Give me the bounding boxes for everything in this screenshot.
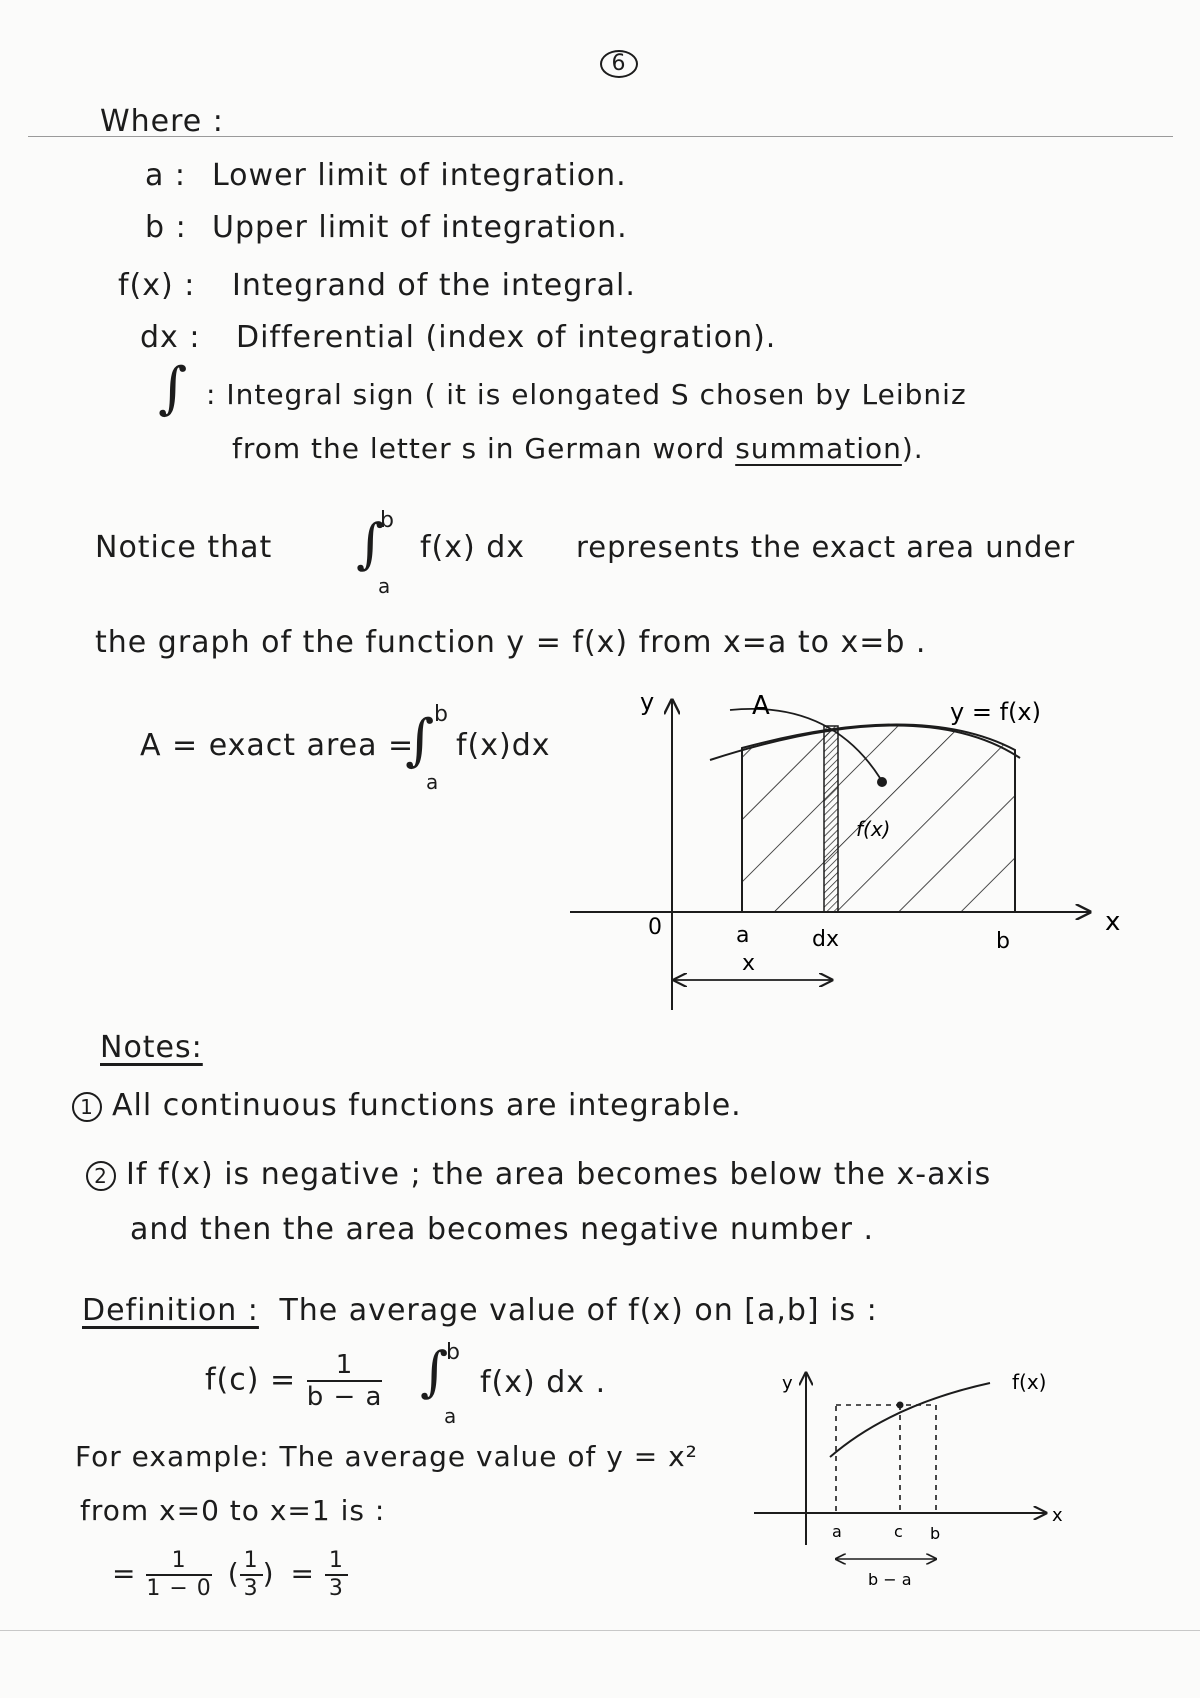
graph2-c-label: c (894, 1522, 903, 1541)
area-under-curve-graph (560, 690, 1140, 1020)
example-line2: from x=0 to x=1 is : (80, 1494, 386, 1527)
integral-sign-line2 (232, 432, 924, 465)
notice-upper-limit: b (380, 508, 395, 533)
graph2-a-label: a (832, 1522, 842, 1541)
example-line1: For example: The average value of y = x² (75, 1440, 698, 1473)
area-integral-glyph: ∫ (405, 708, 436, 773)
note-1-number: 1 (72, 1092, 102, 1122)
avg-lower-limit: a (444, 1404, 458, 1428)
example-frac2 (240, 1550, 263, 1600)
avg-integrand: f(x) dx . (480, 1365, 607, 1400)
definition-a-symbol: a : (145, 158, 187, 193)
graph2-curve (830, 1383, 990, 1457)
graph1-x-axis-label: x (1105, 907, 1121, 937)
notes-heading-text: Notes: (100, 1030, 203, 1065)
graph1-dx-strip (824, 726, 838, 912)
note-2-number: 2 (86, 1161, 116, 1191)
avg-formula-lhs: f(c) = (205, 1362, 297, 1398)
definition-fx-text: Integrand of the integral. (232, 268, 636, 303)
notice-prefix: Notice that (95, 530, 273, 565)
integral-sign-end: ). (901, 432, 924, 465)
definition-dx-text: Differential (index of integration). (236, 320, 777, 355)
graph1-x-distance-label: x (742, 951, 756, 976)
graph2-width-label: b − a (868, 1570, 912, 1589)
graph2-c-point (897, 1402, 904, 1409)
integral-sign-summation: summation (735, 432, 902, 465)
graph2-b-label: b (930, 1524, 941, 1543)
example-frac2-den: 3 (243, 1576, 259, 1601)
area-lower-limit: a (426, 770, 440, 794)
integral-sign-glyph: ∫ (158, 356, 189, 421)
notice-line2: the graph of the function y = f(x) from x=a to x=b . (95, 625, 927, 660)
note-2 (86, 1157, 991, 1192)
graph2-curve-label: f(x) (1012, 1370, 1047, 1394)
avg-formula (205, 1352, 382, 1410)
integral-sign-line1: : Integral sign ( it is elongated S chosen by Leibniz (206, 378, 967, 411)
note-2-text: If f(x) is negative ; the area becomes below the x-axis (126, 1157, 992, 1192)
example-frac1-den: 1 − 0 (146, 1576, 212, 1601)
graph1-curve-label: y = f(x) (950, 698, 1041, 726)
definition-fx-symbol: f(x) : (118, 268, 196, 303)
notice-integral-glyph: ∫ (356, 512, 386, 575)
average-value-graph (750, 1365, 1080, 1605)
avg-upper-limit: b (446, 1340, 461, 1365)
graph1-a-label: a (736, 923, 750, 948)
avg-frac-num: 1 (307, 1352, 383, 1382)
definition-a-text: Lower limit of integration. (212, 158, 627, 193)
note-1-text: All continuous functions are integrable. (112, 1088, 742, 1123)
example-paren-close: ) (262, 1557, 275, 1590)
example-paren-open: ( (227, 1557, 240, 1590)
note-2-line2: and then the area becomes negative number . (130, 1212, 875, 1247)
graph1-origin-label: 0 (648, 915, 662, 940)
area-formula-prefix: A = exact area = (140, 728, 415, 763)
definition-dx-symbol: dx : (140, 320, 201, 355)
example-result (112, 1550, 348, 1600)
definition-b-text: Upper limit of integration. (212, 210, 628, 245)
notice-lower-limit: a (378, 574, 392, 598)
avg-frac-den: b − a (306, 1382, 383, 1412)
definition-b-symbol: b : (145, 210, 187, 245)
note-1 (72, 1088, 742, 1123)
definition-row (82, 1293, 878, 1328)
graph1-area-point (877, 777, 887, 787)
example-frac2-num: 1 (240, 1550, 263, 1576)
example-frac3 (325, 1550, 348, 1600)
where-heading: Where : (100, 104, 224, 139)
example-eq-prefix: = (112, 1557, 137, 1590)
definition-text: The average value of f(x) on [a,b] is : (279, 1293, 878, 1328)
bottom-rule (0, 1630, 1200, 1631)
graph1-A-label: A (752, 691, 770, 721)
notes-heading (100, 1030, 203, 1065)
page-number: 6 (600, 50, 638, 78)
graph1-strip-label: f(x) (856, 817, 891, 841)
notice-suffix: represents the exact area under (576, 530, 1076, 564)
graph2-average-rectangle (836, 1405, 936, 1513)
graph2-y-label: y (782, 1373, 793, 1394)
area-upper-limit: b (434, 702, 449, 727)
graph2-x-axis-label: x (1052, 1505, 1063, 1526)
example-frac1 (146, 1550, 211, 1600)
notice-integrand: f(x) dx (420, 530, 526, 565)
graph1-b-label: b (996, 929, 1010, 954)
avg-formula-fraction (307, 1352, 383, 1410)
example-frac1-num: 1 (146, 1550, 211, 1576)
avg-integral-glyph: ∫ (420, 1340, 450, 1403)
integral-sign-line2-text: from the letter s in German word (232, 432, 726, 465)
definition-label: Definition : (82, 1293, 259, 1328)
example-frac3-den: 3 (328, 1576, 344, 1601)
area-integrand: f(x)dx (456, 728, 551, 763)
graph1-y-label: y (640, 690, 655, 716)
graph1-dx-label: dx (812, 927, 839, 952)
example-frac3-num: 1 (325, 1550, 348, 1576)
example-eq-mid: = (290, 1557, 315, 1590)
